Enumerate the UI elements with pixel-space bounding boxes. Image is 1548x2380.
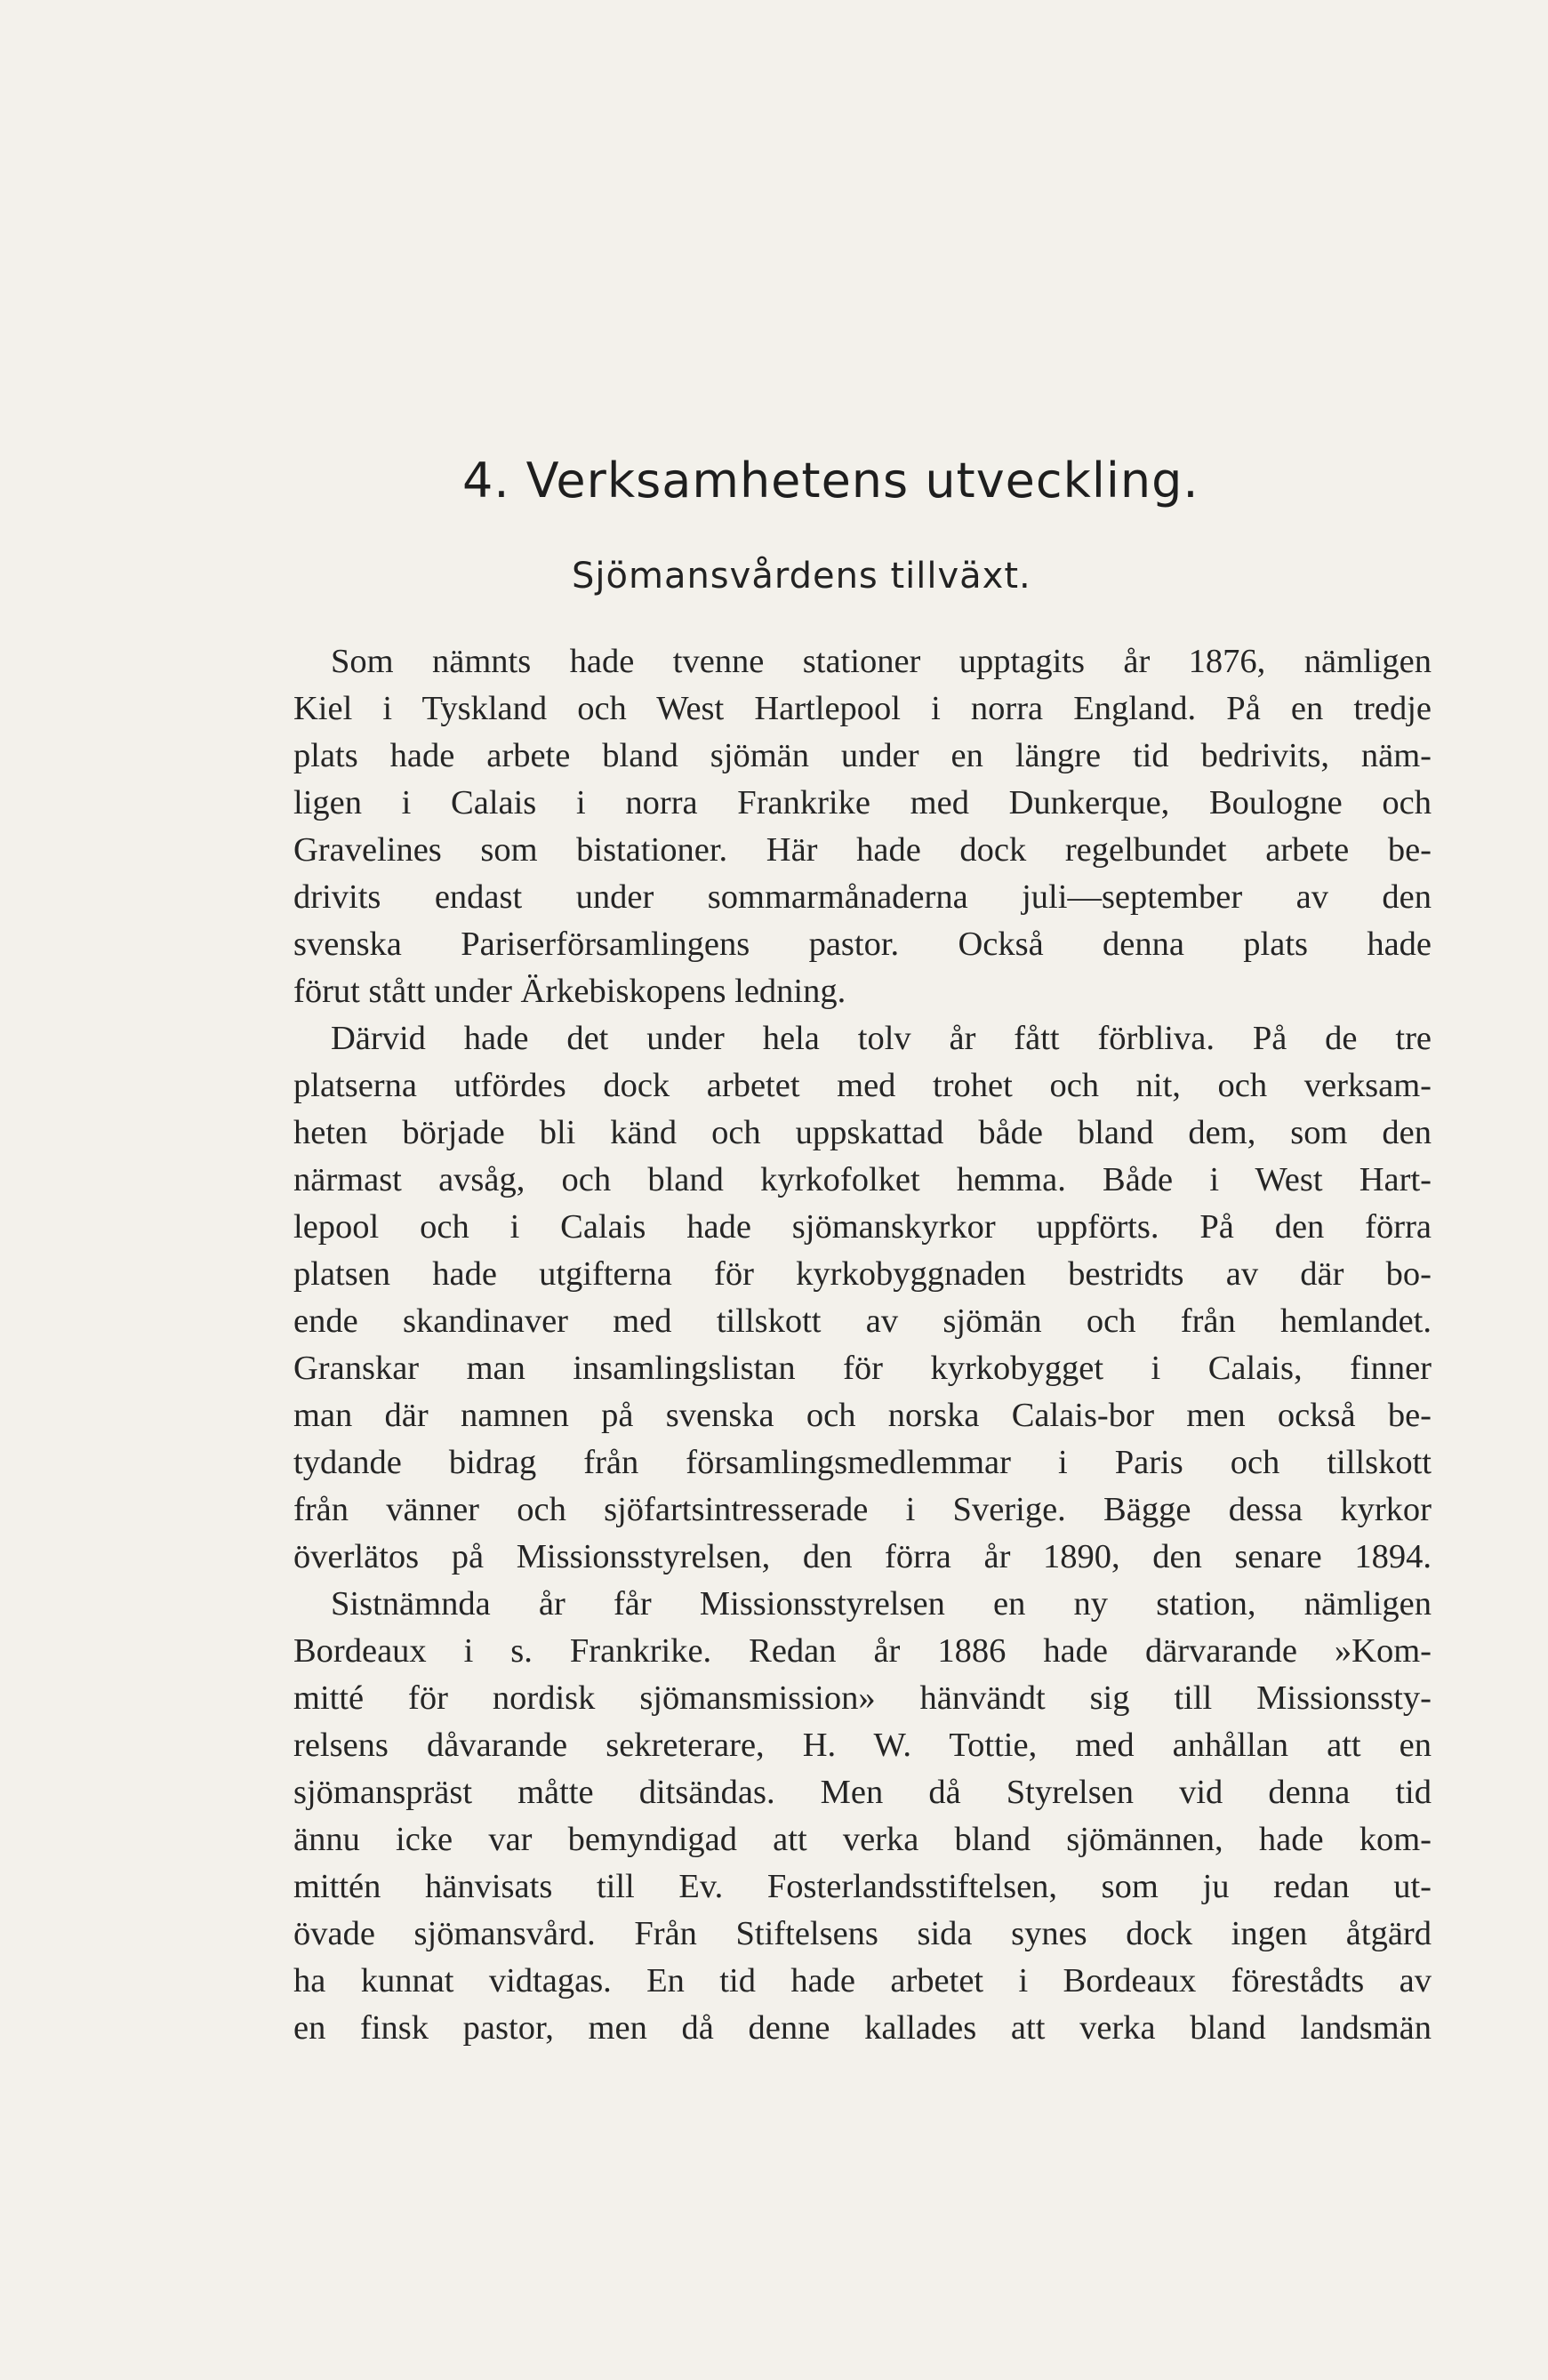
text-line: ännu icke var bemyndigad att verka bland sjömännen, hade kom-	[293, 1821, 1432, 1858]
text-line: Därvid hade det under hela tolv år fått förbliva. På de tre	[331, 1020, 1432, 1057]
text-line: en finsk pastor, men då denne kallades att verka bland landsmän	[293, 2009, 1432, 2047]
text-line: ha kunnat vidtagas. En tid hade arbetet i Bordeaux förestådts av	[293, 1962, 1432, 1999]
text-line: mittén hänvisats till Ev. Fosterlandsstiftelsen, som ju redan ut-	[293, 1868, 1432, 1905]
text-line: från vänner och sjöfartsintresserade i Sverige. Bägge dessa kyrkor	[293, 1491, 1432, 1528]
text-line: Kiel i Tyskland och West Hartlepool i norra England. På en tredje	[293, 690, 1432, 727]
text-line: mitté för nordisk sjömansmission» hänvändt sig till Missionssty-	[293, 1679, 1432, 1717]
text-line: ende skandinaver med tillskott av sjömän och från hemlandet.	[293, 1302, 1432, 1340]
chapter-title: 4. Verksamhetens utveckling.	[462, 453, 1199, 509]
text-line: överlätos på Missionsstyrelsen, den förra år 1890, den senare 1894.	[293, 1538, 1432, 1575]
text-line: platserna utfördes dock arbetet med trohet och nit, och verksam-	[293, 1067, 1432, 1104]
text-line: lepool och i Calais hade sjömanskyrkor uppförts. På den förra	[293, 1208, 1432, 1246]
text-line: relsens dåvarande sekreterare, H. W. Tottie, med anhållan att en	[293, 1727, 1432, 1764]
text-line: Sistnämnda år får Missionsstyrelsen en ny station, nämligen	[331, 1585, 1432, 1623]
text-line: Bordeaux i s. Frankrike. Redan år 1886 hade därvarande »Kom-	[293, 1632, 1432, 1670]
text-line: ligen i Calais i norra Frankrike med Dunkerque, Boulogne och	[293, 784, 1432, 821]
text-line: svenska Pariserförsamlingens pastor. Också denna plats hade	[293, 926, 1432, 963]
text-line: Gravelines som bistationer. Här hade dock regelbundet arbete be-	[293, 831, 1432, 869]
text-line: Som nämnts hade tvenne stationer upptagits år 1876, nämligen	[331, 643, 1432, 680]
body-text	[293, 638, 1432, 2052]
text-line: heten började bli känd och uppskattad både bland dem, som den	[293, 1114, 1432, 1151]
text-line: sjömanspräst måtte ditsändas. Men då Styrelsen vid denna tid	[293, 1774, 1432, 1811]
text-line: tydande bidrag från församlingsmedlemmar i Paris och tillskott	[293, 1444, 1432, 1481]
text-line: plats hade arbete bland sjömän under en längre tid bedrivits, näm-	[293, 737, 1432, 774]
text-line: drivits endast under sommarmånaderna juli—september av den	[293, 878, 1432, 916]
text-line: närmast avsåg, och bland kyrkofolket hemma. Både i West Hart-	[293, 1161, 1432, 1198]
text-line: man där namnen på svenska och norska Calais-bor men också be-	[293, 1397, 1432, 1434]
text-line: platsen hade utgifterna för kyrkobyggnaden bestridts av där bo-	[293, 1255, 1432, 1293]
text-line: förut stått under Ärkebiskopens ledning.	[293, 973, 846, 1010]
text-line: övade sjömansvård. Från Stiftelsens sida synes dock ingen åtgärd	[293, 1915, 1432, 1952]
text-line: Granskar man insamlingslistan för kyrkobygget i Calais, finner	[293, 1350, 1432, 1387]
section-title: Sjömansvårdens tillväxt.	[572, 556, 1031, 597]
